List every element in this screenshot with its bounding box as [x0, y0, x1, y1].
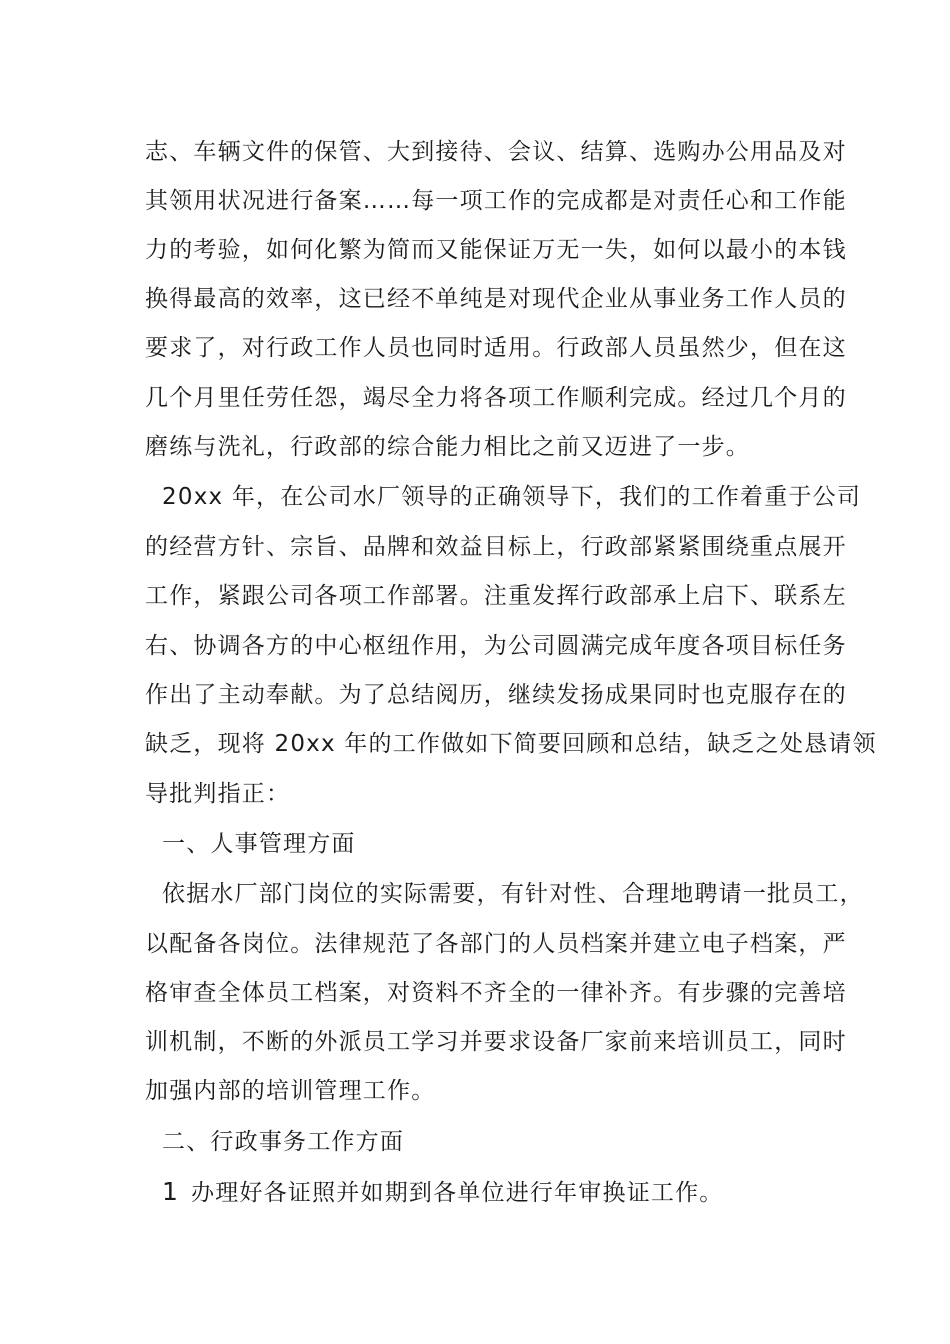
paragraph-3-line-1: 依据水厂部门岗位的实际需要，有针对性、合理地聘请一批员工，	[145, 881, 864, 907]
paragraph-1-line-4: 换得最高的效率，这已经不单纯是对现代企业从事业务工作人员的	[145, 286, 847, 312]
paragraph-2-line-3: 工作，紧跟公司各项工作部署。注重发挥行政部承上启下、联系左	[145, 583, 847, 609]
list-item	[162, 1177, 724, 1208]
paragraph-2-line-7: 导批判指正：	[145, 781, 291, 807]
section-heading-1: 一、人事管理方面	[145, 831, 356, 857]
paragraph-1-line-3: 力的考验，如何化繁为简而又能保证万无一失，如何以最小的本钱	[145, 237, 847, 263]
list-item-number: 1	[162, 1177, 180, 1206]
paragraph-3-line-2: 以配备各岗位。法律规范了各部门的人员档案并建立电子档案，严	[145, 931, 847, 957]
paragraph-1-line-2: 其领用状况进行备案……每一项工作的完成都是对责任心和工作能	[145, 188, 847, 214]
section-heading-2: 二、行政事务工作方面	[145, 1129, 405, 1155]
paragraph-3-line-5: 加强内部的培训管理工作。	[145, 1078, 436, 1104]
list-item-text: 办理好各证照并如期到各单位进行年审换证工作。	[191, 1180, 724, 1206]
paragraph-2-line-2: 的经营方针、宗旨、品牌和效益目标上，行政部紧紧围绕重点展开	[145, 534, 847, 560]
paragraph-1-line-5: 要求了，对行政工作人员也同时适用。行政部人员虽然少，但在这	[145, 335, 847, 361]
paragraph-1-line-6: 几个月里任劳任怨，竭尽全力将各项工作顺利完成。经过几个月的	[145, 385, 847, 411]
paragraph-3-line-4: 训机制，不断的外派员工学习并要求设备厂家前来培训员工，同时	[145, 1029, 847, 1055]
paragraph-3-line-3: 格审查全体员工档案，对资料不齐全的一律补齐。有步骤的完善培	[145, 980, 847, 1006]
paragraph-2-line-5: 作出了主动奉献。为了总结阅历，继续发扬成果同时也克服存在的	[145, 682, 847, 708]
paragraph-2-line-4: 右、协调各方的中心枢纽作用，为公司圆满完成年度各项目标任务	[145, 633, 847, 659]
paragraph-1-line-1: 志、车辆文件的保管、大到接待、会议、结算、选购办公用品及对	[145, 139, 847, 165]
paragraph-2-line-1: 20xx 年，在公司水厂领导的正确领导下，我们的工作着重于公司	[145, 484, 862, 510]
paragraph-2-line-6: 缺乏，现将 20xx 年的工作做如下简要回顾和总结，缺乏之处恳请领	[145, 731, 877, 757]
paragraph-1-line-7: 磨练与洗礼，行政部的综合能力相比之前又迈进了一步。	[145, 434, 750, 460]
